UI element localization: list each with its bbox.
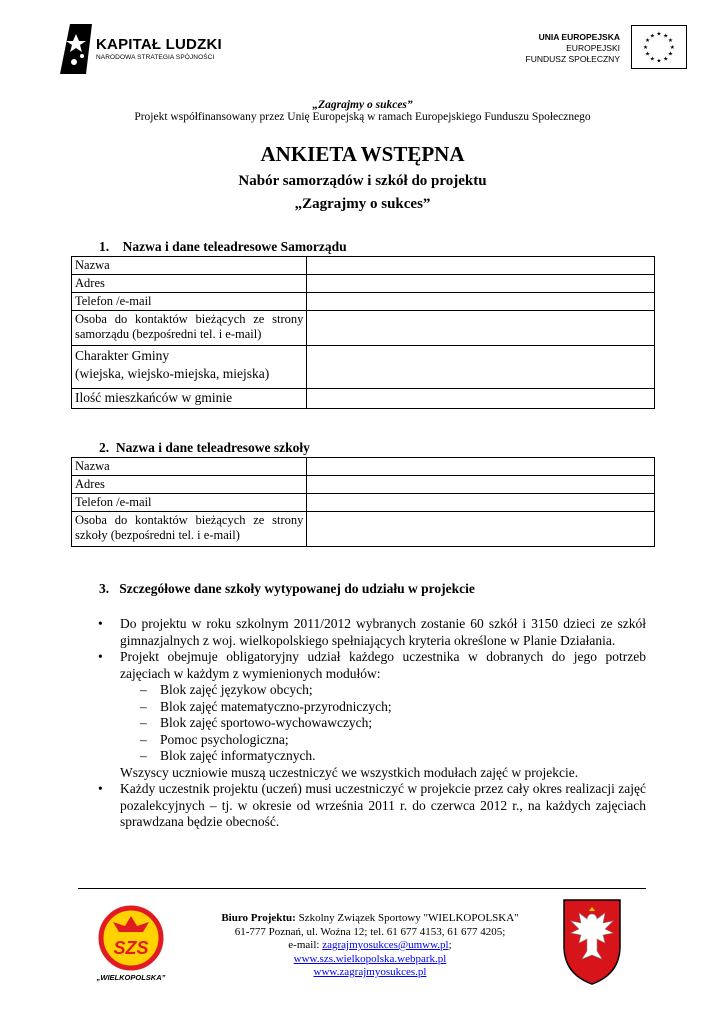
label-charakter-gminy [72,346,307,389]
input-ilosc-mieszkancow[interactable] [307,389,655,409]
svg-text:★: ★ [669,44,675,51]
label-osoba-szkoly [72,512,307,547]
after-modules-text: Wszyscy uczniowie muszą uczestniczyć we wszystkich modułach zajęć w projekcie. [120,764,579,780]
wielkopolska-crest-icon [560,896,624,986]
eu-line1: UNIA EUROPEJSKA [538,32,620,42]
list-item: • Każdy uczestnik projektu (uczeń) musi uczestniczyć w projekcie przez cały okres realizacji zajęć pozalekcyjnych – tj. w okresie od września 2011 r. do czerwca 2012 r., na każdych zajęciach sprawdzana będzie obecność. [120,781,646,831]
svg-text:★: ★ [644,51,651,58]
modules-list [120,682,646,765]
footer-address: 61-777 Poznań, ul. Woźna 12; tel. 61 677 4153, 61 677 4205; [234,925,506,938]
svg-text:★: ★ [667,38,674,45]
label-osoba-line2: samorządu (bezpośredni tel. i e-mail) [75,327,262,341]
label-nazwa-szkoly: Nazwa [72,458,307,476]
label-adres: Adres [72,275,307,293]
szs-logo [83,902,179,984]
table-row [72,275,655,293]
section3-heading: 3. Szczegółowe dane szkoły wytypowanej do udziału w projekcie [99,581,475,596]
module-item: – Blok zajęć matematyczno-przyrodniczych; [140,699,646,716]
footer-line1 [180,912,560,926]
svg-text:★: ★ [656,31,662,38]
eu-line2: EUROPEJSKI [566,43,620,53]
footer-divider [78,888,646,889]
input-nazwa-szkoly[interactable] [307,458,655,476]
table-row [72,346,655,389]
table-row [72,494,655,512]
label-charakter-line2: (wiejska, wiejsko-miejska, miejska) [75,366,270,381]
label-charakter-line1: Charakter Gminy [75,348,170,363]
szs-logo-caption: „WIELKOPOLSKA” [96,973,166,982]
list-item [120,649,646,781]
list-item: • Do projektu w roku szkolnym 2011/2012 wybranych zostanie 60 szkół i 3150 dzieci ze szkół gimnazjalnych z woj. wielkopolskiego spełniających kryteria określone w Planie Działania. [120,616,646,649]
svg-text:★: ★ [649,33,655,40]
input-osoba-szkoly[interactable] [307,512,655,547]
footer-email-suffix: ; [448,939,452,951]
table-row [72,311,655,346]
svg-text:★: ★ [649,56,655,63]
footer-web1-link[interactable]: www.szs.wielkopolska.webpark.pl [293,952,447,965]
footer-web2-line [180,966,560,980]
footer-email-label: e-mail: [288,939,323,951]
footer-info [180,912,560,980]
subtitle-line1: Nabór samorządów i szkół do projektu [238,173,487,189]
label-osoba-szkoly-line1: Osoba do kontaktów bieżących ze strony [75,513,304,527]
subtitle-line2: „Zagrajmy o sukces” [294,196,431,212]
table-row [72,458,655,476]
eu-line3: FUNDUSZ SPOŁECZNY [525,54,620,64]
table-row [72,389,655,409]
input-telefon[interactable] [307,293,655,311]
eu-logo-text [526,32,620,65]
szs-logo-text: SZS [113,938,149,958]
module-item: – Blok zajęć językow obcych; [140,682,646,699]
label-telefon: Telefon /e-mail [72,293,307,311]
module-item: – Pomoc psychologiczna; [140,732,646,749]
section3-list [120,616,646,831]
kapital-ludzki-subtitle: NARODOWA STRATEGIA SPÓJNOŚCI [96,54,215,61]
input-charakter-gminy[interactable] [307,346,655,389]
eu-flag-icon [631,25,687,69]
section2-heading: 2. Nazwa i dane teleadresowe szkoły [99,440,310,455]
module-item: – Blok zajęć informatycznych. [140,748,646,765]
input-adres-szkoly[interactable] [307,476,655,494]
label-nazwa: Nazwa [72,257,307,275]
svg-text:★: ★ [656,58,662,65]
label-telefon-szkoly: Telefon /e-mail [72,494,307,512]
table-row [72,257,655,275]
input-adres[interactable] [307,275,655,293]
bullet2-text: Projekt obejmuje obligatoryjny udział każdego uczestnika w dobranych do jego potrzeb zajęciach w każdym z wymienionych modułów: [120,649,646,681]
table-row [72,293,655,311]
kapital-ludzki-title: KAPITAŁ LUDZKI [96,36,222,53]
input-osoba-kontaktowa[interactable] [307,311,655,346]
footer-email-line [180,939,560,953]
input-telefon-szkoly[interactable] [307,494,655,512]
project-cofinance: Projekt współfinansowany przez Unię Europejską w ramach Europejskiego Funduszu Społecznego [134,111,591,123]
svg-text:★: ★ [644,38,651,45]
module-item: – Blok zajęć sportowo-wychowawczych; [140,715,646,732]
footer-org: Szkolny Związek Sportowy "WIELKOPOLSKA" [295,912,519,924]
footer-web2-link[interactable]: www.zagrajmyosukces.pl [313,966,427,978]
section1-table [71,256,655,409]
svg-text:★: ★ [667,51,674,58]
table-row [72,476,655,494]
input-nazwa[interactable] [307,257,655,275]
label-ilosc-mieszkancow: Ilość mieszkańców w gminie [72,389,307,409]
section1-heading: 1. Nazwa i dane teleadresowe Samorządu [99,239,347,254]
svg-text:★: ★ [663,56,669,63]
page-title: ANKIETA WSTĘPNA [260,142,465,166]
footer-label: Biuro Projektu: [221,912,296,924]
svg-text:★: ★ [643,44,649,51]
footer-web1-line [180,953,560,967]
label-osoba-kontaktowa [72,311,307,346]
project-name: „Zagrajmy o sukces” [312,99,413,111]
svg-text:★: ★ [663,33,669,40]
label-osoba-szkoly-line2: szkoły (bezpośredni tel. i e-mail) [75,528,240,542]
label-adres-szkoly: Adres [72,476,307,494]
footer-email-link[interactable]: zagrajmyosukces@umww.pl [322,939,449,951]
section2-table [71,457,655,547]
table-row [72,512,655,547]
label-osoba-line1: Osoba do kontaktów bieżących ze strony [75,312,304,326]
